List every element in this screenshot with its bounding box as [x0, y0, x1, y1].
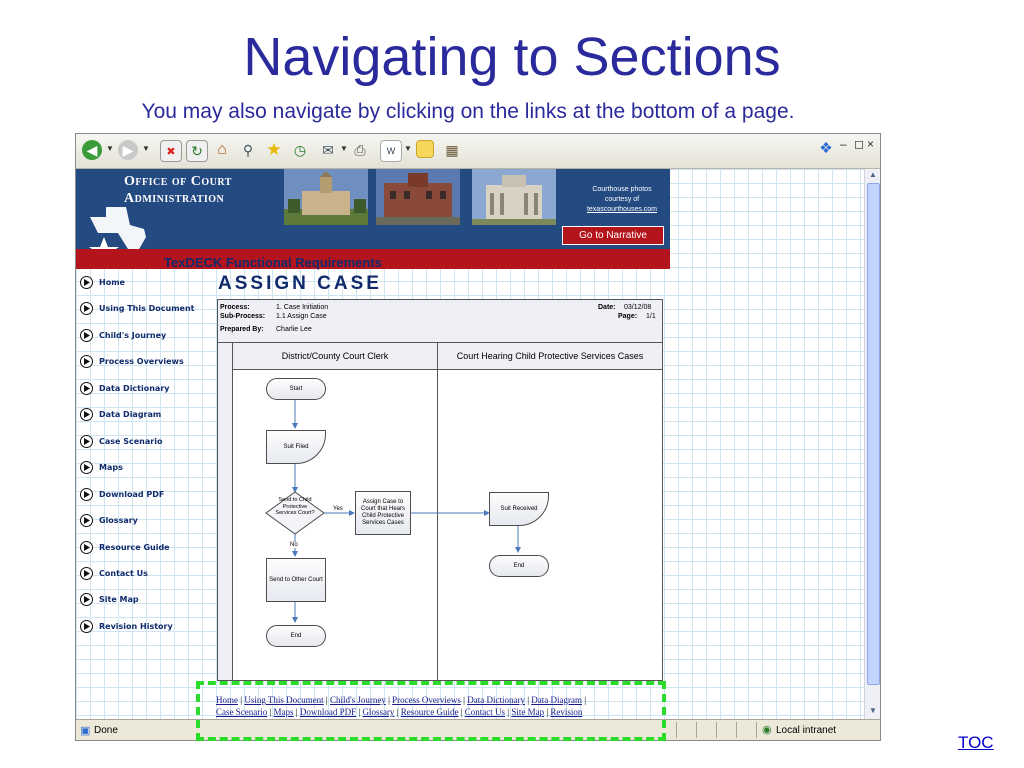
footer-link-data-diagram[interactable]: Data Diagram — [531, 695, 582, 705]
nav-item-label: Maps — [99, 462, 123, 472]
security-zone: Local intranet — [776, 725, 837, 736]
go-to-narrative-button[interactable]: Go to Narrative — [562, 226, 664, 245]
footer-links-row1: Home | Using This Document | Child's Journey | Process Overviews | Data Dictionary | Data Diagram | — [216, 695, 587, 705]
lane-header-cps-court: Court Hearing Child Protective Services Cases — [438, 343, 662, 370]
discuss-icon[interactable] — [416, 140, 434, 158]
flow-yes-label: Yes — [333, 506, 343, 512]
footer-link-resource-guide[interactable]: Resource Guide — [400, 707, 459, 717]
play-arrow-icon — [80, 329, 93, 342]
close-icon[interactable]: × — [867, 137, 875, 151]
page-label: Page: — [618, 313, 638, 320]
status-divider — [736, 722, 737, 738]
photo-credit-link[interactable]: texascourthouses.com — [586, 206, 658, 213]
mail-dropdown-icon[interactable]: ▼ — [340, 144, 348, 153]
play-arrow-icon — [80, 355, 93, 368]
page-viewport — [76, 169, 864, 719]
slide-title: Navigating to Sections — [243, 27, 781, 87]
footer-link-home[interactable]: Home — [216, 695, 238, 705]
nav-item-process-overviews[interactable] — [80, 352, 184, 370]
document-title: TexDECK Functional Requirements — [164, 255, 382, 270]
back-icon[interactable]: ◀ — [82, 140, 102, 160]
nav-item-label: Data Dictionary — [99, 383, 170, 393]
office-name-line2: Administration — [124, 191, 225, 206]
play-arrow-icon — [80, 514, 93, 527]
flow-send-other-court: Send to Other Court — [266, 558, 326, 602]
flow-start: Start — [266, 378, 326, 400]
history-icon[interactable]: ◷ — [293, 141, 307, 158]
scroll-up-icon[interactable]: ▲ — [869, 170, 877, 179]
nav-item-using-this-document[interactable] — [80, 299, 195, 317]
nav-item-label: Data Diagram — [99, 409, 162, 419]
photo-credit — [576, 185, 668, 215]
footer-link-glossary[interactable]: Glossary — [362, 707, 395, 717]
windows-logo-icon: ❖ — [819, 140, 833, 157]
scroll-thumb[interactable] — [867, 183, 880, 685]
page-value: 1/1 — [646, 313, 656, 320]
play-arrow-icon — [80, 302, 93, 315]
courthouse-photo-1 — [284, 169, 368, 225]
footer-link-site-map[interactable]: Site Map — [511, 707, 545, 717]
footer-link-process-overviews[interactable]: Process Overviews — [392, 695, 461, 705]
refresh-icon[interactable]: ↻ — [186, 140, 208, 162]
flow-end-left: End — [266, 625, 326, 647]
footer-link-revision[interactable]: Revision — [550, 707, 583, 717]
section-title: ASSIGN CASE — [218, 273, 382, 294]
status-divider — [756, 722, 757, 738]
play-arrow-icon — [80, 276, 93, 289]
site-header — [76, 169, 670, 249]
flow-end-right: End — [489, 555, 549, 577]
scroll-down-icon[interactable]: ▼ — [869, 706, 877, 715]
play-arrow-icon — [80, 593, 93, 606]
subprocess-value: 1.1 Assign Case — [276, 313, 327, 320]
play-arrow-icon — [80, 382, 93, 395]
nav-item-label: Case Scenario — [99, 436, 163, 446]
status-divider — [716, 722, 717, 738]
nav-item-site-map[interactable] — [80, 590, 139, 608]
footer-link-download-pdf[interactable]: Download PDF — [299, 707, 357, 717]
favorites-icon[interactable]: ★ — [266, 140, 282, 159]
nav-item-label: Child's Journey — [99, 330, 167, 340]
nav-item-label: Site Map — [99, 594, 139, 604]
process-label: Process: — [220, 304, 250, 311]
footer-link-maps[interactable]: Maps — [273, 707, 294, 717]
photo-credit-line2: courtesy of — [604, 196, 640, 203]
slide-subtitle: You may also navigate by clicking on the links at the bottom of a page. — [141, 100, 795, 123]
nav-item-label: Resource Guide — [99, 542, 170, 552]
footer-link-using-this-document[interactable]: Using This Document — [244, 695, 324, 705]
nav-item-download-pdf[interactable] — [80, 485, 164, 503]
footer-links-highlight — [196, 681, 666, 741]
flowchart-connectors — [218, 300, 662, 680]
play-arrow-icon — [80, 567, 93, 580]
status-text: Done — [94, 725, 118, 736]
nav-item-childs-journey[interactable] — [80, 326, 166, 344]
nav-item-case-scenario[interactable] — [80, 432, 162, 450]
nav-item-resource-guide[interactable] — [80, 538, 170, 556]
nav-item-label: Glossary — [99, 515, 138, 525]
footer-link-contact-us[interactable]: Contact Us — [464, 707, 506, 717]
nav-item-glossary[interactable] — [80, 511, 138, 529]
edit-dropdown-icon[interactable]: ▼ — [404, 144, 412, 153]
courthouse-photo-3 — [472, 169, 556, 225]
nav-item-label: Home — [99, 277, 125, 287]
nav-item-data-dictionary[interactable] — [80, 379, 170, 397]
search-icon[interactable]: ⚲ — [242, 141, 254, 158]
research-icon[interactable]: ▦ — [445, 141, 459, 158]
office-name-line1: Office of Court — [124, 174, 232, 189]
process-value: 1. Case Initiation — [276, 304, 329, 311]
nav-item-label: Download PDF — [99, 489, 165, 499]
page-done-icon: ▣ — [80, 725, 91, 737]
process-flowchart — [217, 299, 663, 681]
play-arrow-icon — [80, 461, 93, 474]
restore-icon[interactable]: ◻ — [854, 137, 864, 151]
nav-item-contact-us[interactable] — [80, 564, 148, 582]
prepared-by-value: Charlie Lee — [276, 326, 312, 333]
date-label: Date: — [598, 304, 616, 311]
footer-link-case-scenario[interactable]: Case Scenario — [216, 707, 268, 717]
minimize-icon[interactable]: – — [840, 137, 847, 151]
nav-item-home[interactable] — [80, 273, 125, 291]
nav-item-maps[interactable] — [80, 458, 123, 476]
home-icon[interactable]: ⌂ — [217, 141, 227, 158]
flow-suit-received: Suit Received — [489, 492, 549, 526]
mail-icon[interactable]: ✉ — [322, 141, 334, 158]
play-arrow-icon — [80, 408, 93, 421]
nav-item-label: Contact Us — [99, 568, 148, 578]
toc-link[interactable]: TOC — [958, 733, 994, 752]
forward-dropdown-icon[interactable]: ▼ — [142, 144, 150, 153]
stop-icon[interactable]: ✖ — [160, 140, 182, 162]
play-arrow-icon — [80, 541, 93, 554]
vertical-scrollbar[interactable] — [864, 169, 881, 719]
nav-item-label: Process Overviews — [99, 356, 184, 366]
date-value: 03/12/08 — [624, 304, 652, 311]
nav-item-revision-history[interactable] — [80, 617, 173, 635]
flow-suit-filed: Suit Filed — [266, 430, 326, 464]
status-divider — [676, 722, 677, 738]
photo-credit-line1: Courthouse photos — [592, 186, 652, 193]
browser-toolbar — [76, 134, 880, 169]
nav-item-label: Revision History — [99, 621, 173, 631]
globe-icon: ◉ — [762, 724, 772, 736]
subprocess-label: Sub-Process: — [220, 313, 266, 320]
play-arrow-icon — [80, 435, 93, 448]
flow-no-label: No — [290, 542, 298, 548]
flow-assign-case: Assign Case to Court that Hears Child Protective Services Cases — [355, 491, 411, 535]
edit-word-icon[interactable]: W — [380, 140, 402, 162]
browser-window — [75, 133, 881, 741]
back-dropdown-icon[interactable]: ▼ — [106, 144, 114, 153]
footer-link-data-dictionary[interactable]: Data Dictionary — [467, 695, 525, 705]
nav-item-data-diagram[interactable] — [80, 405, 161, 423]
play-arrow-icon — [80, 488, 93, 501]
courthouse-photo-2 — [376, 169, 460, 225]
forward-icon[interactable]: ▶ — [118, 140, 138, 160]
status-divider — [696, 722, 697, 738]
prepared-by-label: Prepared By: — [220, 326, 264, 333]
play-arrow-icon — [80, 620, 93, 633]
lane-header-clerk: District/County Court Clerk — [233, 343, 438, 370]
footer-link-childs-journey[interactable]: Child's Journey — [329, 695, 386, 705]
footer-links-row2: Case Scenario | Maps | Download PDF | Glossary | Resource Guide | Contact Us | Site Map | Revision — [216, 707, 583, 717]
flow-decision: Send to Child Protective Services Court? — [275, 497, 315, 516]
print-icon[interactable]: ⎙ — [354, 141, 366, 158]
nav-item-label: Using This Document — [99, 303, 195, 313]
